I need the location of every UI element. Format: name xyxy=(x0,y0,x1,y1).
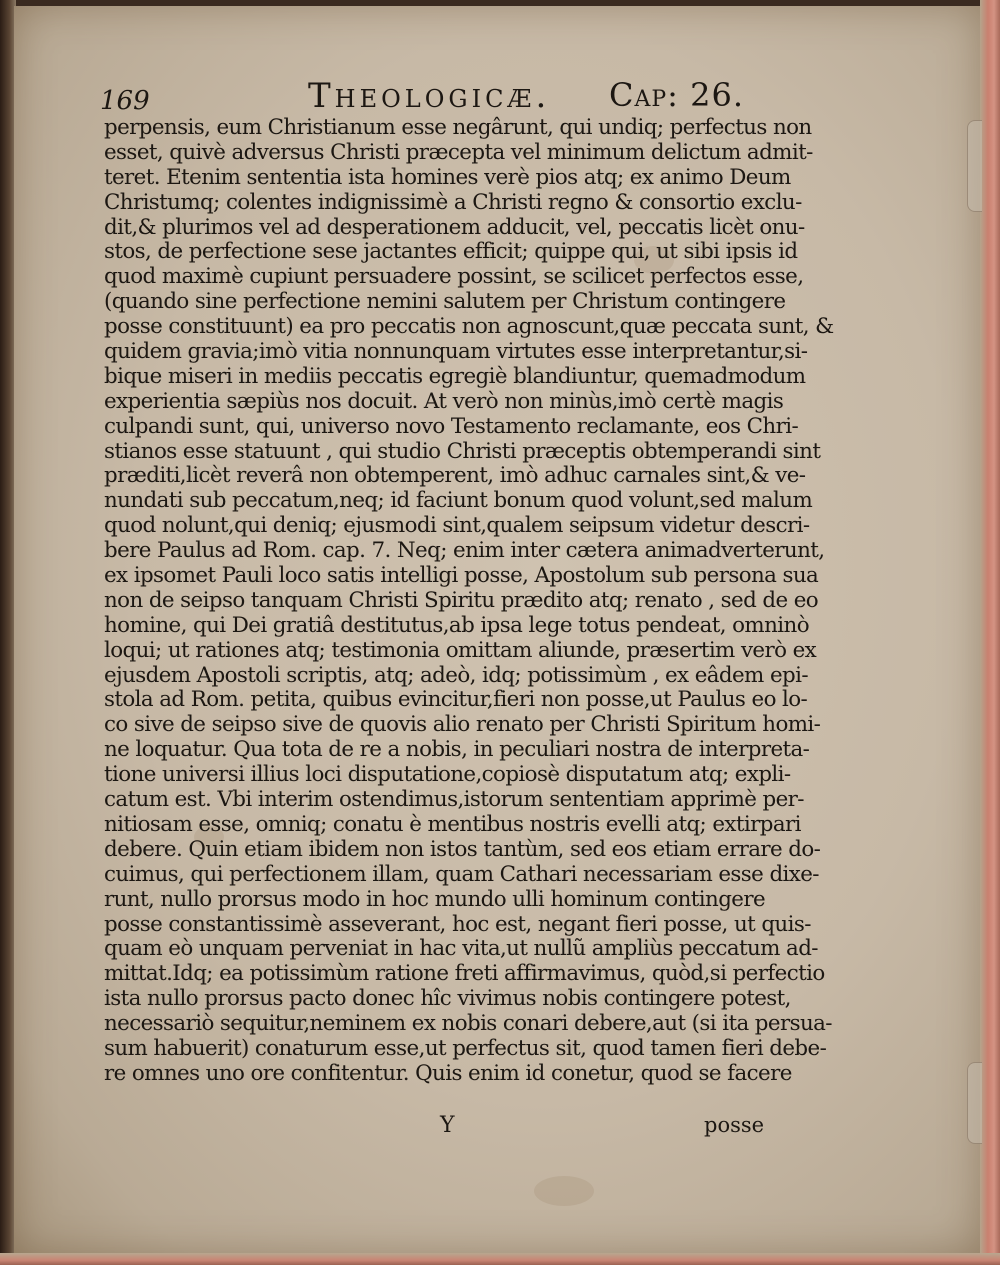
text-line: mittat.Idq; ea potissimùm ratione freti affirmavimus, quòd,si perfectio xyxy=(104,961,825,987)
page-number: 169 xyxy=(100,86,150,116)
text-line: ejusdem Apostoli scriptis, atq; adeò, idq; potissimùm , ex eâdem epi- xyxy=(104,662,808,688)
text-line: ne loquatur. Qua tota de re a nobis, in peculiari nostra de interpreta- xyxy=(104,737,810,763)
chapter-label: Cap: 26. xyxy=(608,76,744,114)
page-tab-mark xyxy=(967,1062,982,1144)
text-line: catum est. Vbi interim ostendimus,istorum sententiam apprimè per- xyxy=(104,787,804,813)
text-line: posse constituunt) ea pro peccatis non agnoscunt,quæ peccata sunt, & xyxy=(104,314,834,340)
text-line: perpensis, eum Christianum esse negârunt, qui undiq; perfectus non xyxy=(104,115,812,140)
text-line: posse constantissimè asseverant, hoc est, negant fieri posse, ut quis- xyxy=(104,911,811,937)
text-line: dit,& plurimos vel ad desperationem adducit, vel, peccatis licèt onu- xyxy=(104,214,805,240)
text-line: homine, qui Dei gratiâ destitutus,ab ipsa lege totus pendeat, omninò xyxy=(104,612,809,638)
catchword: posse xyxy=(704,1113,765,1137)
foxing-stain xyxy=(534,1176,594,1206)
text-line: bere Paulus ad Rom. cap. 7. Neq; enim inter cætera animadverterunt, xyxy=(104,538,825,564)
text-line: teret. Etenim sententia ista homines verè pios atq; ex animo Deum xyxy=(104,164,791,190)
page-edge-bottom xyxy=(0,1253,1000,1265)
text-line: esset, quivè adversus Christi præcepta vel minimum delictum admit- xyxy=(104,139,813,165)
text-line: quod nolunt,qui deniq; ejusmodi sint,qualem seipsum videtur descri- xyxy=(104,513,810,539)
body-text xyxy=(104,115,834,1087)
text-line: Christumq; colentes indignissimè a Christi regno & consortio exclu- xyxy=(104,189,802,215)
text-line: quam eò unquam perveniat in hac vita,ut nullũ ampliùs peccatum ad- xyxy=(104,936,818,962)
text-line: tione universi illius loci disputatione,copiosè disputatum atq; expli- xyxy=(104,762,791,788)
text-line: necessariò sequitur,neminem ex nobis conari debere,aut (si ita persua- xyxy=(104,1011,832,1037)
text-line: nitiosam esse, omniq; conatu è mentibus nostris evelli atq; extirpari xyxy=(104,811,801,837)
text-line: quidem gravia;imò vitia nonnunquam virtutes esse interpretantur,si- xyxy=(104,339,808,365)
text-line: quod maximè cupiunt persuadere possint, se scilicet perfectos esse, xyxy=(104,264,804,290)
text-line: loqui; ut rationes atq; testimonia omittam aliunde, præsertim verò ex xyxy=(104,637,817,663)
text-line: re omnes uno ore confitentur. Quis enim id conetur, quod se facere xyxy=(104,1060,792,1086)
text-line: runt, nullo prorsus modo in hoc mundo ulli hominum contingere xyxy=(104,886,766,912)
text-line: non de seipso tanquam Christi Spiritu prædito atq; renato , sed de eo xyxy=(104,587,819,613)
text-line: experientia sæpiùs nos docuit. At verò non minùs,imò certè magis xyxy=(104,388,784,414)
text-line: præditi,licèt reverâ non obtemperent, imò adhuc carnales sint,& ve- xyxy=(104,463,806,489)
signature-mark: Y xyxy=(440,1113,455,1138)
text-line: sum habuerit) conaturum esse,ut perfectus sit, quod tamen fieri debe- xyxy=(104,1035,827,1061)
text-line: culpandi sunt, qui, universo novo Testamento reclamante, eos Chri- xyxy=(104,413,799,439)
text-line: bique miseri in mediis peccatis egregiè blandiuntur, quemadmodum xyxy=(104,363,806,389)
text-line: (quando sine perfectione nemini salutem per Christum contingere xyxy=(104,289,786,315)
text-line: cuimus, qui perfectionem illam, quam Cathari necessariam esse dixe- xyxy=(104,861,819,887)
text-line: ista nullo prorsus pacto donec hîc vivimus nobis contingere potest, xyxy=(104,986,791,1012)
text-line: co sive de seipso sive de quovis alio renato per Christi Spiritum homi- xyxy=(104,712,821,738)
text-line: ex ipsomet Pauli loco satis intelligi posse, Apostolum sub persona sua xyxy=(104,563,819,589)
text-line: stos, de perfectione sese jactantes efficit; quippe qui, ut sibi ipsis id xyxy=(104,239,798,265)
text-line: debere. Quin etiam ibidem non istos tantùm, sed eos etiam errare do- xyxy=(104,836,821,862)
running-title: Theologicæ. xyxy=(308,76,551,116)
page-tab-mark xyxy=(967,120,982,212)
page-edge-right xyxy=(980,0,1000,1265)
text-line: stianos esse statuunt , qui studio Christi præceptis obtemperandi sint xyxy=(104,438,821,464)
running-header xyxy=(96,76,744,116)
text-line: nundati sub peccatum,neq; id faciunt bonum quod volunt,sed malum xyxy=(104,488,813,514)
text-line: stola ad Rom. petita, quibus evincitur,fieri non posse,ut Paulus eo lo- xyxy=(104,687,808,713)
